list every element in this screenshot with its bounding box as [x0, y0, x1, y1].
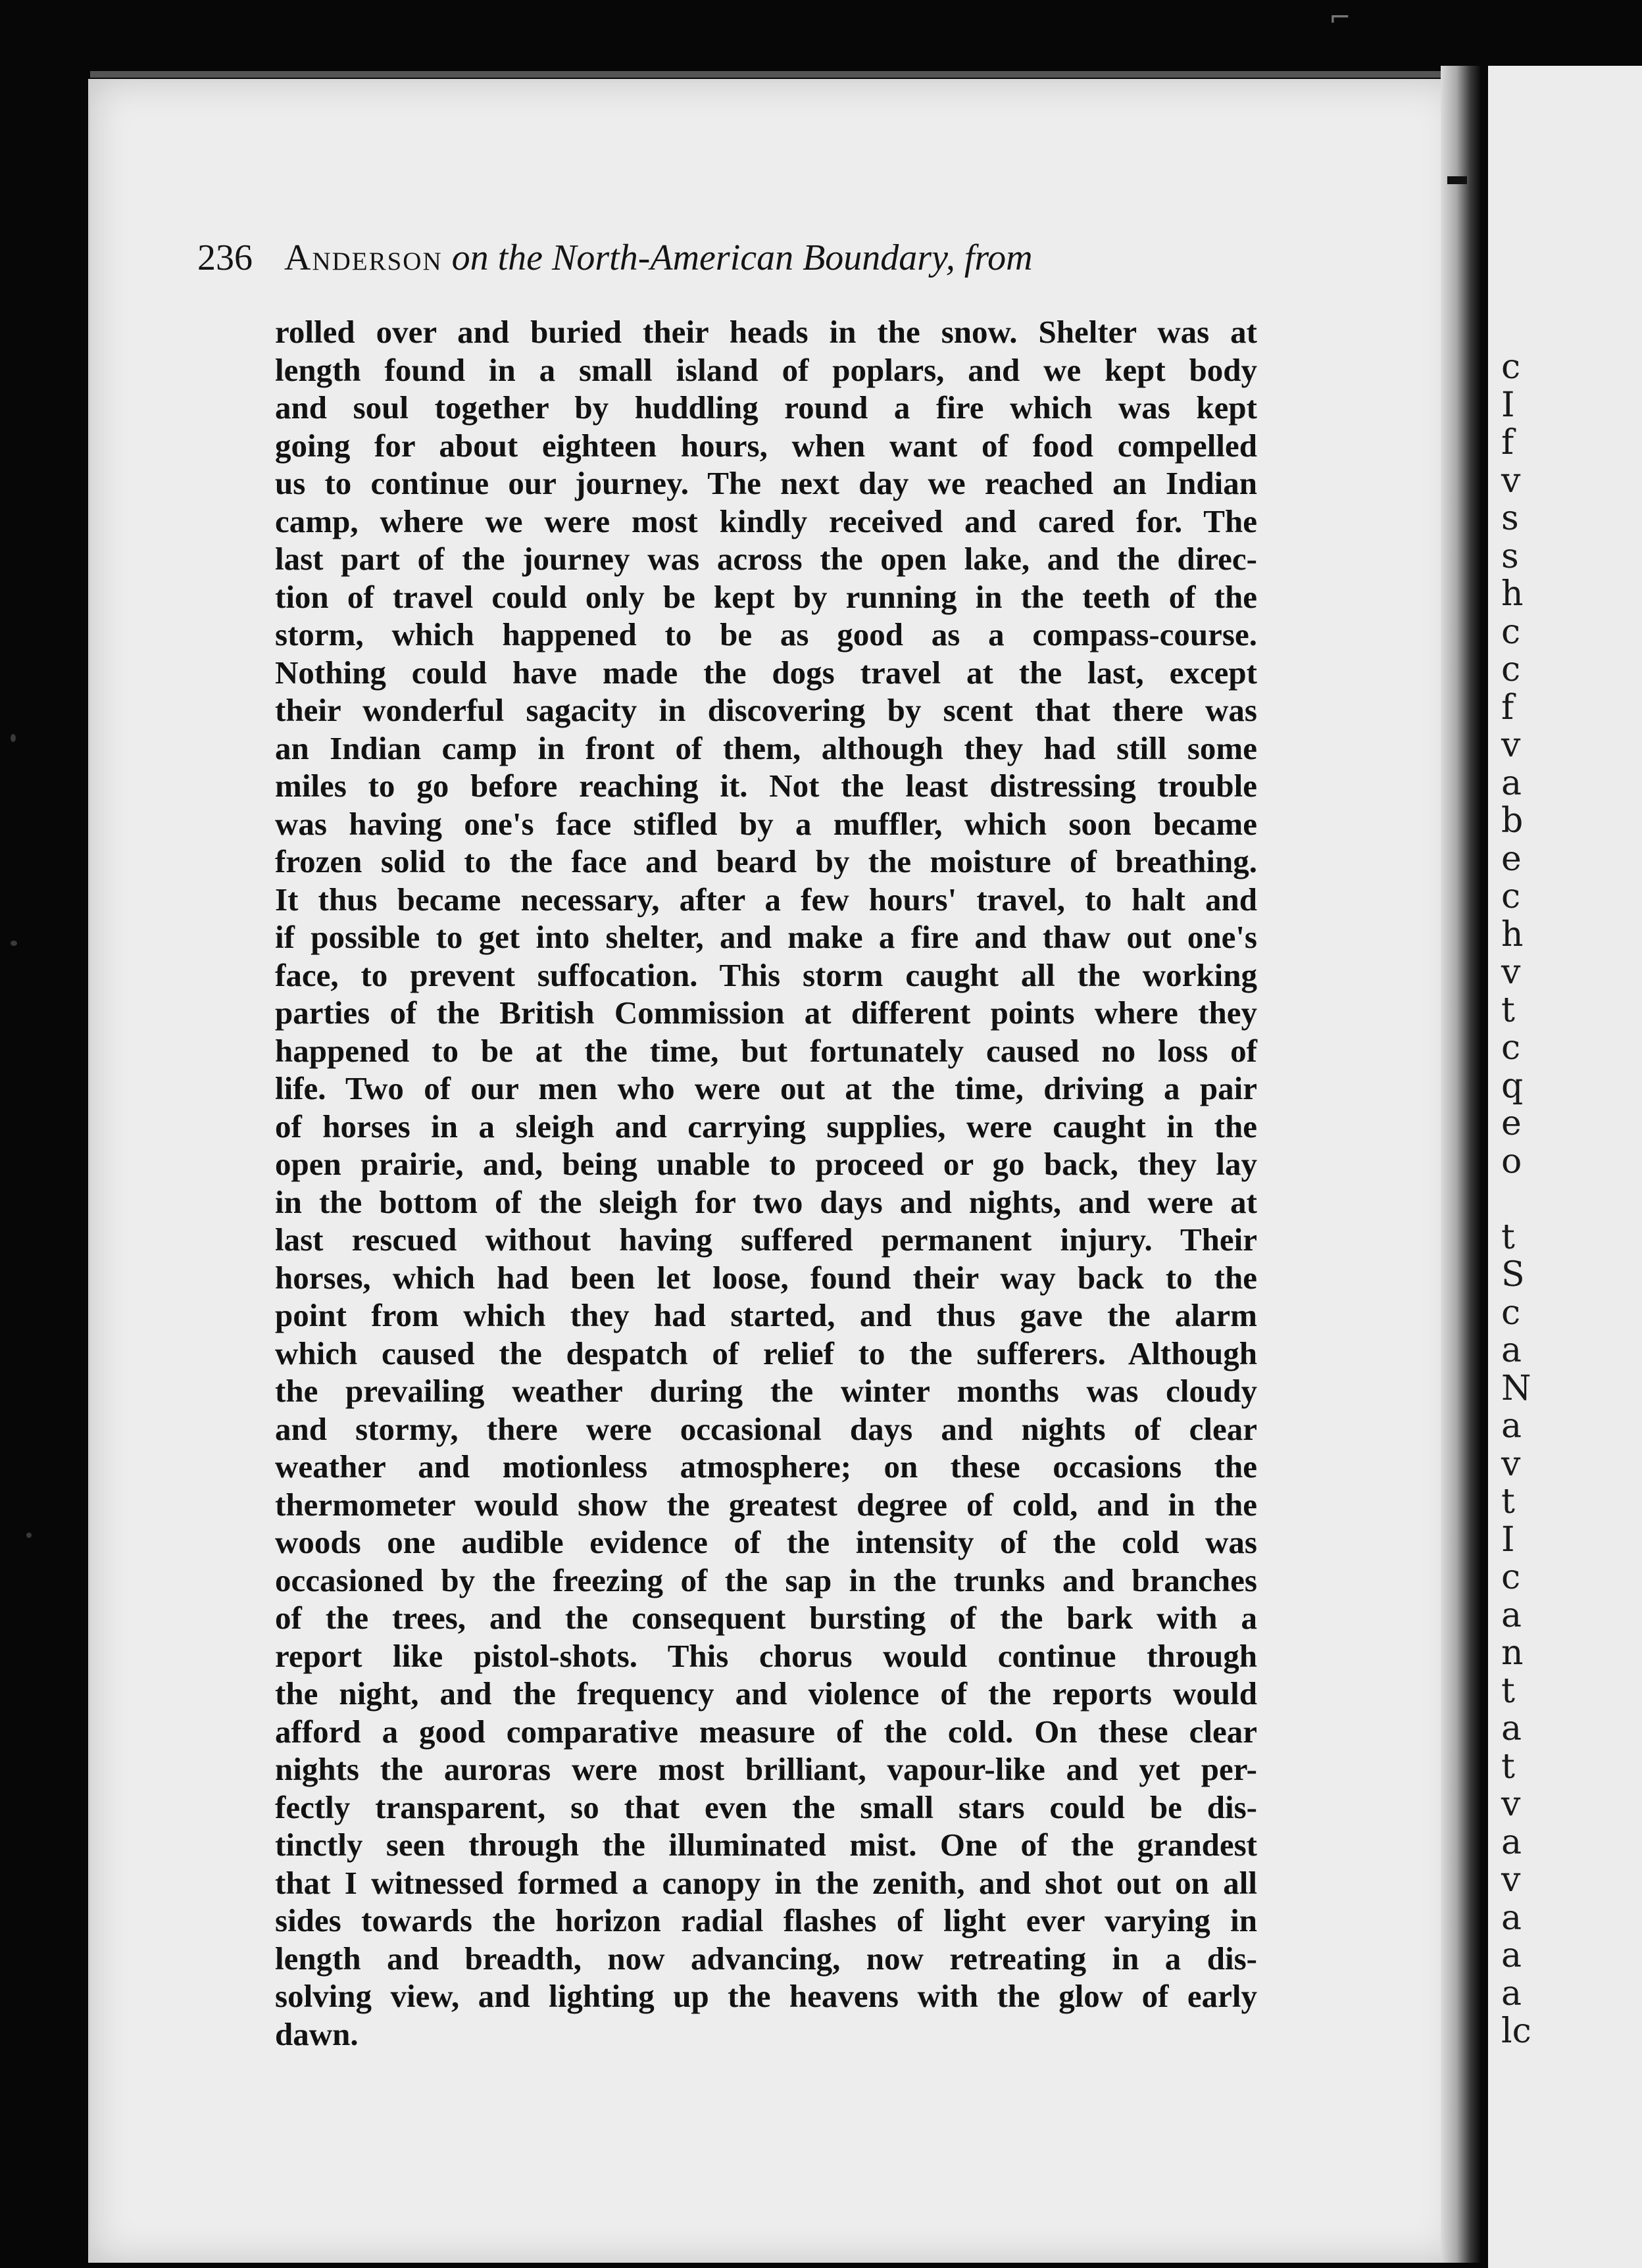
text-line: an Indian camp in front of them, although they had still some: [275, 729, 1257, 766]
text-line: in the bottom of the sleigh for two days and nights, and were at: [275, 1183, 1257, 1220]
facing-page-fragment: h: [1501, 914, 1524, 954]
facing-page-fragment: a: [1501, 1822, 1522, 1862]
facing-page-fragment: I: [1501, 385, 1515, 425]
book-gutter: [1441, 66, 1480, 2263]
facing-page-fragment: v: [1501, 952, 1521, 992]
facing-page-fragment: c: [1501, 612, 1521, 652]
facing-page-fragment: I: [1501, 1519, 1515, 1560]
facing-page-fragment: a: [1501, 1406, 1522, 1446]
running-head-title: on the North-American Boundary, from: [451, 237, 1033, 278]
text-line: last part of the journey was across the open lake, and the direc-: [275, 541, 1257, 577]
text-line: frozen solid to the face and beard by the moisture of breathing.: [275, 843, 1257, 879]
facing-page-fragment: v: [1501, 726, 1521, 765]
page-top-edge: [90, 71, 1460, 78]
corner-mark: ⌐: [1329, 3, 1351, 33]
text-line: report like pistol-shots. This chorus would continue through: [275, 1637, 1257, 1674]
text-line: the night, and the frequency and violence of the reports would: [275, 1675, 1257, 1712]
facing-page-fragment: b: [1501, 801, 1524, 841]
facing-page-fragment: q: [1501, 1066, 1524, 1106]
text-line: happened to be at the time, but fortunately caused no loss of: [275, 1032, 1257, 1069]
text-line: afford a good comparative measure of the cold. On these clear: [275, 1713, 1257, 1750]
facing-page-fragment: c: [1501, 347, 1521, 387]
scan-speck: [11, 941, 17, 946]
facing-page-fragment: h: [1501, 574, 1524, 614]
text-line: dawn.: [275, 2015, 359, 2052]
facing-page-fragment: c: [1501, 1293, 1521, 1333]
text-line: occasioned by the freezing of the sap in the trunks and branches: [275, 1562, 1257, 1598]
facing-page-fragment: t: [1501, 1746, 1515, 1787]
scan-speck: [11, 734, 16, 742]
facing-page-fragment: lc: [1501, 2011, 1531, 2051]
page-number: 236: [197, 237, 253, 278]
facing-page-fragment: o: [1501, 1141, 1522, 1181]
body-text: [275, 313, 1257, 2053]
scan-speck: [26, 1533, 32, 1538]
text-line: and stormy, there were occasional days and nights of clear: [275, 1410, 1257, 1447]
facing-page-fragment: c: [1501, 877, 1521, 916]
text-line: point from which they had started, and thus gave the alarm: [275, 1297, 1257, 1333]
facing-page-fragment: a: [1501, 1709, 1522, 1748]
text-line: camp, where we were most kindly received and cared for. The: [275, 503, 1257, 539]
facing-page-fragment: S: [1501, 1255, 1525, 1294]
facing-page-fragment: n: [1501, 1633, 1524, 1673]
facing-page-fragment: c: [1501, 1558, 1521, 1597]
text-line: storm, which happened to be as good as a compass-course.: [275, 616, 1257, 653]
text-line: last rescued without having suffered permanent injury. Their: [275, 1221, 1257, 1258]
facing-page-fragment: e: [1501, 1104, 1522, 1143]
text-line: of the trees, and the consequent bursting of the bark with a: [275, 1600, 1257, 1636]
facing-page-fragment: v: [1501, 1785, 1521, 1824]
facing-page-fragment: t: [1501, 1482, 1515, 1521]
text-line: was having one's face stifled by a muffler, which soon became: [275, 805, 1257, 842]
text-line: woods one audible evidence of the intensity of the cold was: [275, 1524, 1257, 1560]
text-line: and soul together by huddling round a fire which was kept: [275, 389, 1257, 426]
facing-page-fragment: t: [1501, 990, 1515, 1030]
text-line: miles to go before reaching it. Not the least distressing trouble: [275, 768, 1257, 804]
facing-page-fragment: a: [1501, 1331, 1522, 1370]
text-line: weather and motionless atmosphere; on these occasions the: [275, 1448, 1257, 1485]
text-line: that I witnessed formed a canopy in the zenith, and shot out on all: [275, 1864, 1257, 1901]
text-line: face, to prevent suffocation. This storm caught all the working: [275, 956, 1257, 993]
facing-page-fragment: f: [1501, 423, 1514, 462]
facing-page-fragment: a: [1501, 1936, 1522, 1975]
text-line: length and breadth, now advancing, now retreating in a dis-: [275, 1940, 1257, 1977]
facing-page-fragment: t: [1501, 1217, 1515, 1257]
gutter-mark: [1447, 176, 1467, 184]
text-line: solving view, and lighting up the heavens with the glow of early: [275, 1978, 1257, 2014]
text-line: of horses in a sleigh and carrying supplies, were caught in the: [275, 1108, 1257, 1145]
facing-page-fragment: a: [1501, 1898, 1522, 1938]
facing-page-fragment: s: [1501, 499, 1519, 538]
facing-page-fragment: v: [1501, 1860, 1521, 1900]
text-line: going for about eighteen hours, when want of food compelled: [275, 427, 1257, 464]
running-head-author: Anderson: [284, 237, 443, 278]
text-line: It thus became necessary, after a few hours' travel, to halt and: [275, 881, 1257, 918]
text-line: open prairie, and, being unable to proceed or go back, they lay: [275, 1146, 1257, 1182]
text-line: horses, which had been let loose, found their way back to the: [275, 1259, 1257, 1296]
facing-page-fragment: c: [1501, 1028, 1521, 1068]
text-line: us to continue our journey. The next day we reached an Indian: [275, 465, 1257, 501]
facing-page-fragment: v: [1501, 460, 1521, 501]
text-line: tion of travel could only be kept by running in the teeth of the: [275, 578, 1257, 615]
text-line: their wonderful sagacity in discovering by scent that there was: [275, 692, 1257, 728]
facing-page-fragment: a: [1501, 1973, 1522, 2013]
facing-page-fragment: s: [1501, 536, 1519, 576]
facing-page-fragment: e: [1501, 839, 1522, 879]
text-line: the prevailing weather during the winter months was cloudy: [275, 1373, 1257, 1409]
text-line: sides towards the horizon radial flashes of light ever varying in: [275, 1902, 1257, 1938]
text-line: tinctly seen through the illuminated mist. One of the grandest: [275, 1827, 1257, 1863]
text-line: parties of the British Commission at different points where they: [275, 995, 1257, 1031]
facing-page-edge: [1488, 66, 1642, 2268]
facing-page-fragment: t: [1501, 1671, 1515, 1711]
facing-page-fragment: f: [1501, 687, 1514, 727]
facing-page-fragment: N: [1501, 1368, 1531, 1408]
running-header: [197, 237, 1033, 279]
text-line: Nothing could have made the dogs travel at the last, except: [275, 654, 1257, 691]
text-line: length found in a small island of poplars, and we kept body: [275, 351, 1257, 388]
text-line: if possible to get into shelter, and make a fire and thaw out one's: [275, 919, 1257, 955]
facing-page-fragment: v: [1501, 1444, 1521, 1484]
facing-page-fragment: c: [1501, 650, 1521, 689]
text-line: rolled over and buried their heads in the snow. Shelter was at: [275, 314, 1257, 350]
text-line: fectly transparent, so that even the small stars could be dis-: [275, 1788, 1257, 1825]
text-line: thermometer would show the greatest degree of cold, and in the: [275, 1486, 1257, 1523]
facing-page-fragment: a: [1501, 763, 1522, 803]
text-line: life. Two of our men who were out at the time, driving a pair: [275, 1070, 1257, 1106]
facing-page-fragment: a: [1501, 1595, 1522, 1635]
text-line: nights the auroras were most brilliant, vapour-like and yet per-: [275, 1751, 1257, 1787]
text-line: which caused the despatch of relief to the sufferers. Although: [275, 1335, 1257, 1371]
